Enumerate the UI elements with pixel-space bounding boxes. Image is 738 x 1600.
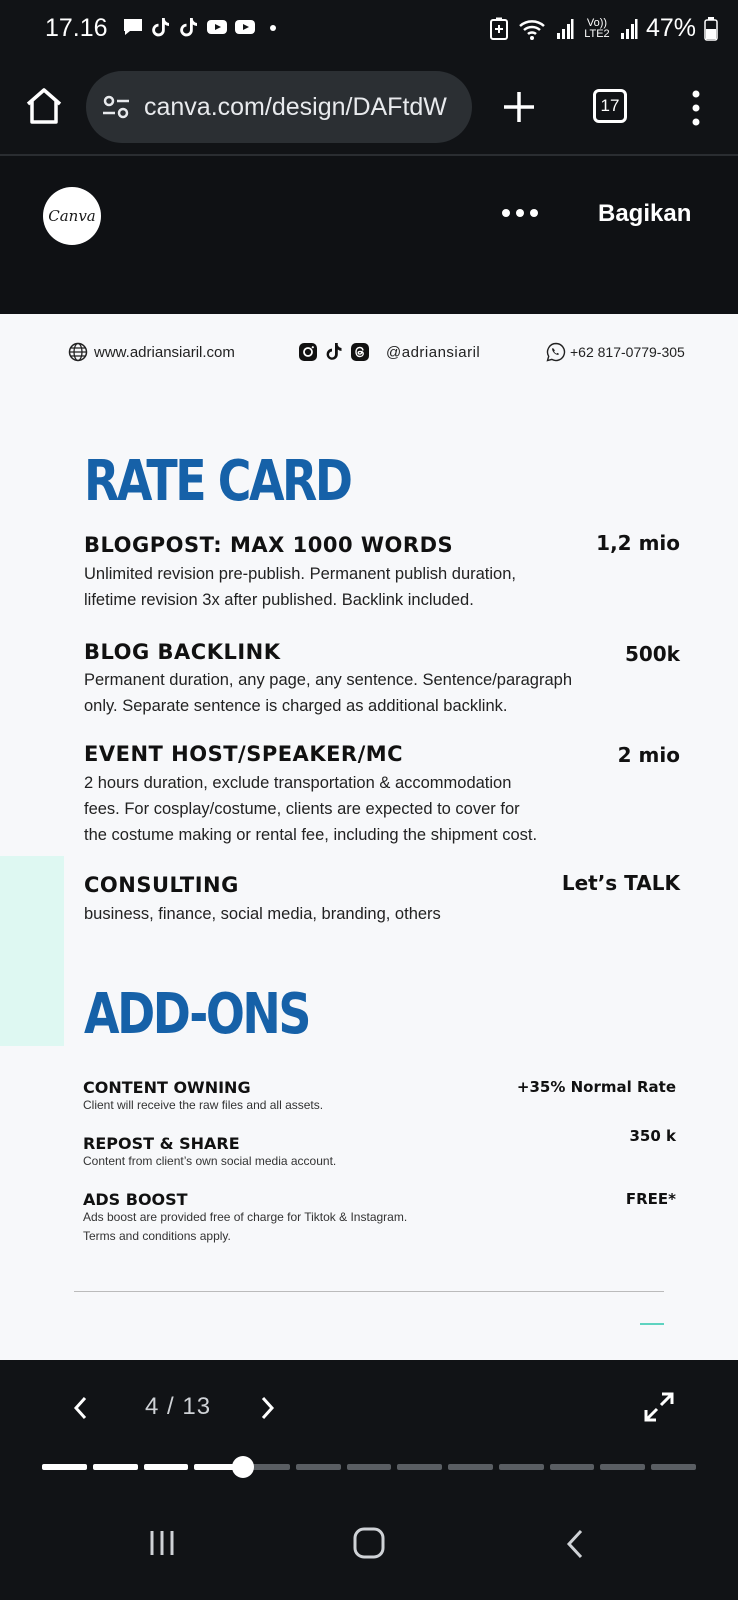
instagram-icon bbox=[298, 342, 318, 362]
chevron-left-icon[interactable] bbox=[70, 1394, 90, 1422]
design-page bbox=[0, 314, 738, 1360]
wifi-icon bbox=[518, 17, 548, 41]
progress-segment[interactable] bbox=[296, 1464, 341, 1470]
recents-icon[interactable] bbox=[148, 1528, 176, 1558]
message-icon bbox=[122, 16, 144, 38]
rate-item-name: CONSULTING bbox=[84, 873, 239, 897]
chevron-right-icon[interactable] bbox=[258, 1394, 278, 1422]
youtube-icon bbox=[206, 16, 228, 38]
threads-icon bbox=[350, 342, 370, 362]
rate-item-name: BLOG BACKLINK bbox=[84, 640, 281, 664]
progress-segment[interactable] bbox=[397, 1464, 442, 1470]
rate-item-desc bbox=[84, 667, 644, 719]
system-nav-bar bbox=[0, 1490, 738, 1600]
more-horizontal-icon[interactable] bbox=[500, 206, 540, 220]
progress-segment[interactable] bbox=[144, 1464, 189, 1470]
status-bar bbox=[0, 0, 738, 60]
tiktok-icon bbox=[324, 342, 344, 362]
rate-item-desc bbox=[84, 770, 644, 848]
addon-price: +35% Normal Rate bbox=[516, 1078, 676, 1096]
progress-segment[interactable] bbox=[651, 1464, 696, 1470]
battery-percent: 47% bbox=[645, 14, 696, 42]
expand-icon[interactable] bbox=[642, 1390, 676, 1424]
addon-desc bbox=[83, 1152, 463, 1171]
desc-line: Permanent duration, any page, any sentence. Sentence/paragraph bbox=[84, 671, 573, 689]
rate-item-name: EVENT HOST/SPEAKER/MC bbox=[84, 742, 404, 766]
dot-icon bbox=[262, 16, 284, 38]
accent-block bbox=[0, 856, 64, 1046]
page-progress-bar[interactable] bbox=[42, 1464, 696, 1470]
rate-item-desc bbox=[84, 561, 614, 613]
teal-accent-line bbox=[640, 1323, 664, 1325]
addon-price: FREE* bbox=[625, 1190, 676, 1208]
status-right bbox=[488, 14, 718, 43]
contact-social bbox=[298, 342, 480, 362]
signal-icon bbox=[620, 18, 638, 40]
back-icon[interactable] bbox=[564, 1528, 586, 1560]
rate-item-desc bbox=[84, 901, 614, 927]
rate-item-name: BLOGPOST: MAX 1000 WORDS bbox=[84, 533, 454, 557]
globe-icon bbox=[68, 342, 88, 362]
desc-line: Unlimited revision pre-publish. Permanent publish duration, bbox=[84, 565, 516, 583]
browser-toolbar bbox=[0, 60, 738, 156]
social-handle: @adriansiaril bbox=[386, 343, 481, 361]
new-tab-icon[interactable] bbox=[500, 88, 538, 126]
desc-line: 2 hours duration, exclude transportation & accommodation bbox=[84, 774, 512, 792]
battery-icon bbox=[704, 17, 718, 41]
home-icon[interactable] bbox=[22, 84, 66, 128]
desc-line: Content from client’s own social media account. bbox=[83, 1154, 337, 1168]
progress-segment[interactable] bbox=[42, 1464, 87, 1470]
notification-icons bbox=[122, 16, 284, 38]
rate-card-title: RATE CARD bbox=[84, 449, 351, 514]
addon-name: REPOST & SHARE bbox=[83, 1134, 240, 1153]
rate-item-price: 2 mio bbox=[617, 743, 680, 767]
canva-header bbox=[0, 156, 738, 314]
addon-desc bbox=[83, 1096, 463, 1115]
desc-line: Terms and conditions apply. bbox=[83, 1229, 231, 1243]
progress-segment[interactable] bbox=[448, 1464, 493, 1470]
progress-segment[interactable] bbox=[550, 1464, 595, 1470]
addon-desc bbox=[83, 1208, 463, 1246]
battery-saver-icon bbox=[488, 17, 510, 41]
status-time: 17.16 bbox=[45, 14, 108, 42]
contact-website bbox=[68, 342, 235, 362]
desc-line: Ads boost are provided free of charge for Tiktok & Instagram. bbox=[83, 1210, 408, 1224]
progress-segment[interactable] bbox=[600, 1464, 645, 1470]
divider bbox=[74, 1291, 664, 1292]
progress-segment[interactable] bbox=[347, 1464, 392, 1470]
progress-segment[interactable] bbox=[499, 1464, 544, 1470]
desc-line: lifetime revision 3x after published. Backlink included. bbox=[84, 591, 474, 609]
url-text[interactable]: canva.com/design/DAFtdW bbox=[144, 92, 447, 121]
tiktok-icon bbox=[150, 16, 172, 38]
tab-switcher-button[interactable]: 17 bbox=[593, 89, 627, 123]
contact-row bbox=[0, 342, 738, 372]
signal-icon bbox=[556, 18, 574, 40]
more-options-icon[interactable] bbox=[688, 88, 704, 128]
addon-name: CONTENT OWNING bbox=[83, 1078, 251, 1097]
share-button[interactable]: Bagikan bbox=[598, 200, 692, 227]
home-nav-icon[interactable] bbox=[352, 1526, 386, 1560]
canva-logo[interactable]: Canva bbox=[43, 187, 101, 245]
site-settings-icon[interactable] bbox=[100, 91, 132, 123]
progress-segment[interactable] bbox=[93, 1464, 138, 1470]
network-label: Vo)) LTE2 bbox=[584, 16, 610, 40]
addon-name: ADS BOOST bbox=[83, 1190, 188, 1209]
desc-line: Client will receive the raw files and all assets. bbox=[83, 1098, 324, 1112]
tiktok-icon bbox=[178, 16, 200, 38]
rate-item-price: 1,2 mio bbox=[596, 531, 680, 555]
rate-item-price: 500k bbox=[624, 642, 680, 666]
addon-price: 350 k bbox=[629, 1127, 676, 1145]
phone-text: +62 817-0779-305 bbox=[570, 344, 685, 360]
desc-line: the costume making or rental fee, including the shipment cost. bbox=[84, 826, 538, 844]
website-text: www.adriansiaril.com bbox=[94, 343, 235, 361]
whatsapp-icon bbox=[546, 342, 566, 362]
desc-line: business, finance, social media, branding, others bbox=[84, 905, 441, 923]
progress-handle[interactable] bbox=[232, 1456, 254, 1478]
desc-line: fees. For cosplay/costume, clients are expected to cover for bbox=[84, 800, 520, 818]
page-counter: 4 / 13 bbox=[145, 1393, 212, 1420]
rate-item-price: Let’s TALK bbox=[561, 871, 680, 895]
addons-title: ADD-ONS bbox=[84, 982, 310, 1047]
desc-line: only. Separate sentence is charged as additional backlink. bbox=[84, 697, 508, 715]
address-bar[interactable] bbox=[86, 71, 472, 143]
youtube-icon bbox=[234, 16, 256, 38]
page-navigator bbox=[0, 1360, 738, 1490]
contact-phone bbox=[546, 342, 685, 362]
